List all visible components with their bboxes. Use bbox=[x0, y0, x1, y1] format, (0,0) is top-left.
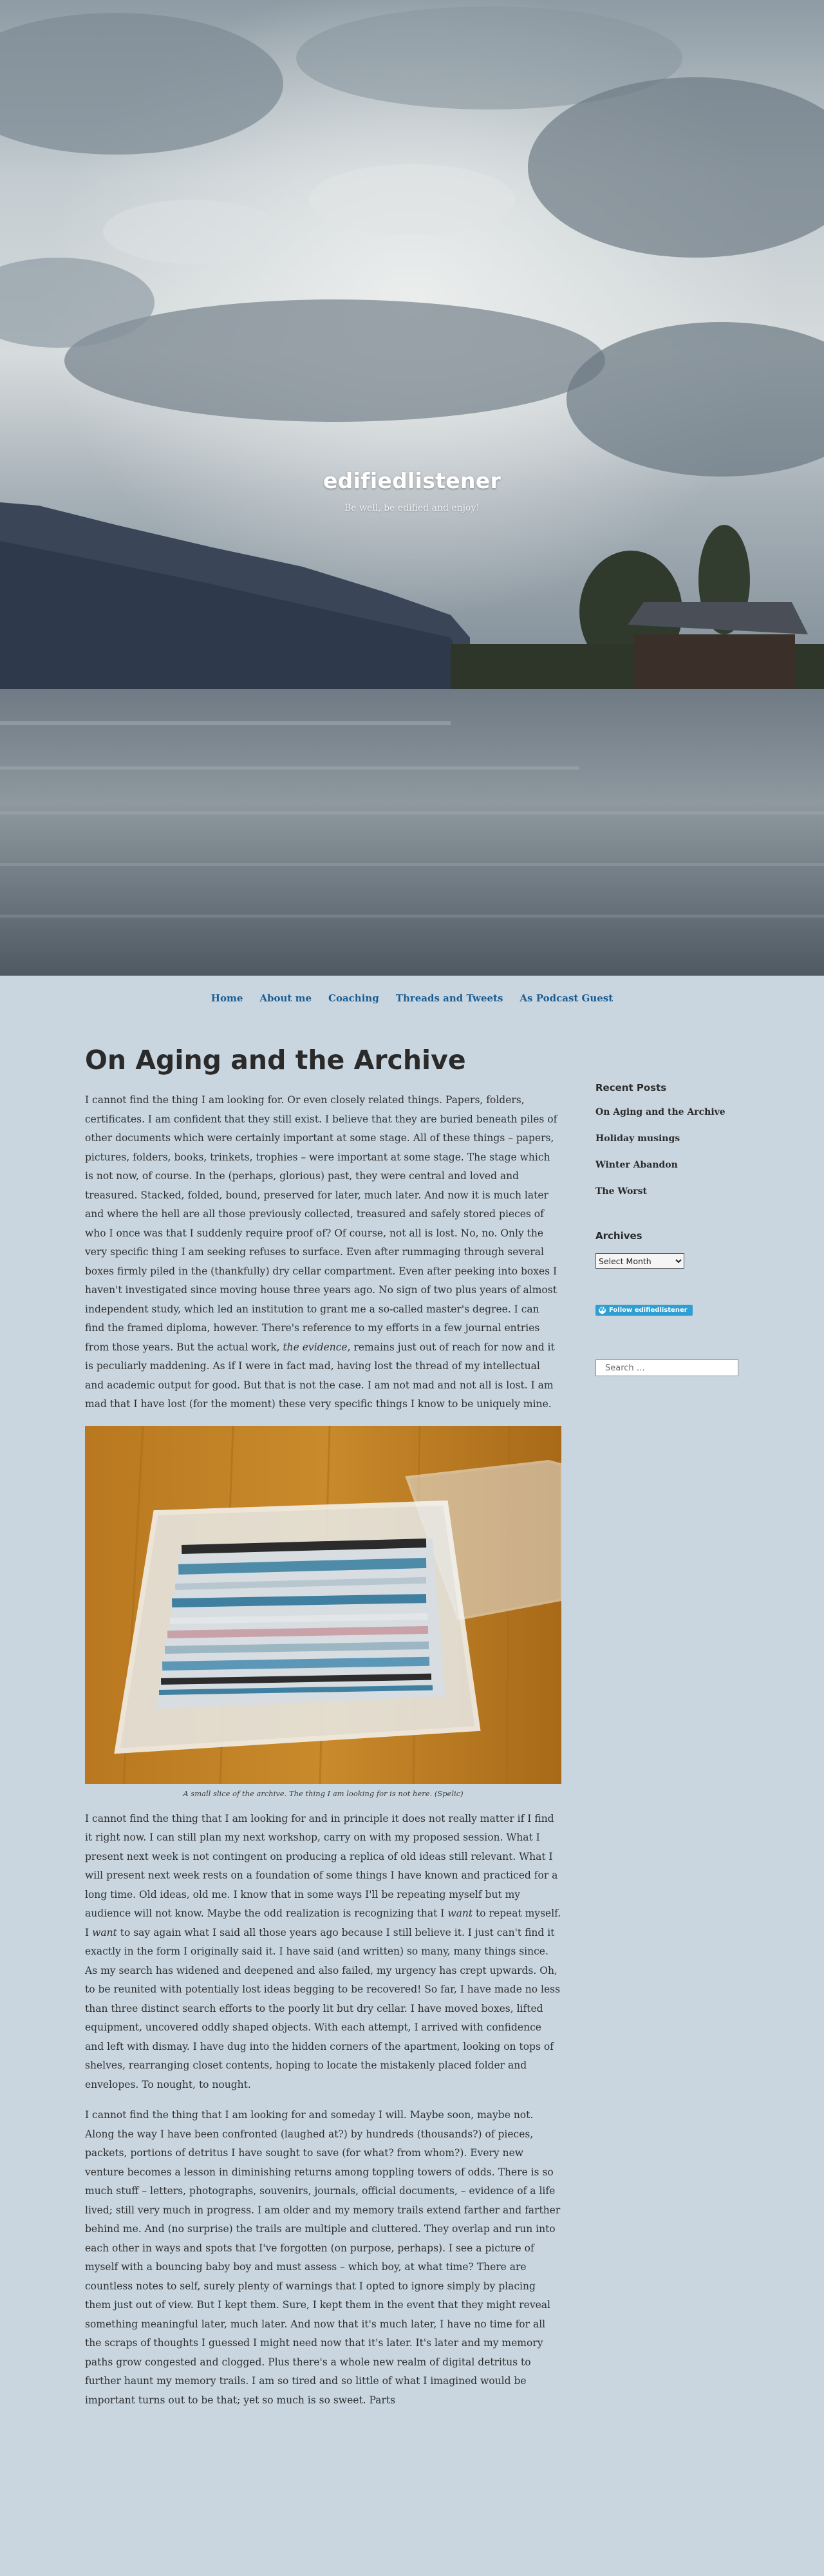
post-title[interactable]: On Aging and the Archive bbox=[85, 1045, 466, 1075]
archive-box-photo[interactable] bbox=[85, 1426, 561, 1784]
recent-posts-heading: Recent Posts bbox=[595, 1082, 667, 1094]
post-paragraph bbox=[85, 1810, 561, 2095]
post-paragraph bbox=[85, 1091, 561, 1414]
header-banner bbox=[0, 0, 824, 976]
list-item bbox=[595, 1132, 744, 1144]
list-item bbox=[595, 1105, 744, 1117]
follow-button-label: Follow edifiedlistener bbox=[609, 1307, 688, 1314]
recent-post-link[interactable]: Holiday musings bbox=[595, 1133, 680, 1144]
site-title[interactable]: edifiedlistener bbox=[323, 468, 501, 493]
paragraph-text: , remains just out of reach for now and it is peculiarly maddening. As if I were in fact mad, having lost the thread of my intellectual and academic output for good. But that is not the case. I am not mad and not all is lost. I am mad that I have lost (for the moment) these very specific things I know to be uniquely mine. bbox=[85, 1341, 555, 1410]
paragraph-text: to repeat myself. I bbox=[85, 1908, 561, 1938]
archives-widget bbox=[595, 1230, 744, 1269]
nav-item-threads-and-tweets[interactable]: Threads and Tweets bbox=[395, 992, 503, 1004]
nav-item-coaching[interactable]: Coaching bbox=[328, 992, 379, 1004]
emphasis-text: want bbox=[447, 1908, 473, 1919]
archives-heading: Archives bbox=[595, 1230, 642, 1242]
paragraph-text: I cannot find the thing I am looking for. Or even closely related things. Papers, folders, certificates. I am confident that they still exist. I believe that they are buried beneath piles of other documents which were certainly important at some stage. All of these things – papers, pictures, folders, books, trinkets, trophies – were important at some stage. The stage which is not now, of course. In the (perhaps, glorious) past, they were central and loved and treasured. Stacked, folded, bound, preserved for later, much later. And now it is much later and where the hell are all those previously collected, treasured and safely stored pieces of who I once was that I suddenly require proof of? Of course, not all is lost. No, no. Only the very specific thing I am seeking refuses to surface. Even after rummaging through several boxes firmly piled in the (thankfully) dry cellar compartment. Even after peeking into boxes I haven't investigated since moving house three years ago. No sign of two plus years of almost independent study, which led an institution to grant me a so-called master's degree. I can find the framed diploma, however. There's reference to my efforts in a few journal entries from those years. But the actual work, bbox=[85, 1094, 557, 1353]
nav-item-home[interactable]: Home bbox=[211, 992, 243, 1004]
recent-post-link[interactable]: On Aging and the Archive bbox=[595, 1107, 726, 1117]
primary-nav bbox=[0, 976, 824, 1021]
paragraph-text: to say again what I said all those years ago because I still believe it. I just can't find it exactly in the form I originally said it. I have said (and written) so many, many things since. As my search has widened and deepened and also failed, my urgency has crept upwards. Oh, to be reunited with potentially lost ideas begging to be recovered! So far, I have made no less than three distinct search efforts to the poorly lit but dry cellar. I have moved boxes, lifted equipment, uncovered oddly shaped objects. With each attempt, I arrived with confidence and left with dismay. I have dug into the hidden corners of the apartment, looking on tops of shelves, rearranging closet contents, hoping to locate the mistakenly placed folder and envelopes. To nought, to nought. bbox=[85, 1926, 561, 2090]
post-content bbox=[85, 1043, 561, 2421]
post-paragraph: I cannot find the thing that I am looking for and someday I will. Maybe soon, maybe not. Along the way I have been confronted (laughed at?) by hundreds (thousands?) of pieces, packets, portions of detritus I have sought to save (for what? from whom?). Every new venture becomes a lesson in diminishing returns among toppling towers of odds. There is so much stuff – letters, photographs, souvenirs, journals, official documents, – evidence of a life lived; still very much in progress. I am older and my memory trails extend farther and farther behind me. And (no surprise) the trails are multiple and cluttered. They overlap and run into each other in ways and spots that I've forgotten (on purpose, perhaps). I see a picture of myself with a bouncing baby boy and must assess – which boy, at what time? There are countless notes to self, surely plenty of warnings that I opted to ignore simply by placing them just out of view. But I kept them. Sure, I kept them in the event that they might reveal something meaningful later, much later. And now that it's much later, I have no time for all the scraps of thoughts I guessed I might need now that it's later. It's later and my memory paths grow congested and clogged. Plus there's a whole new realm of digital detritus to further haunt my memory trails. I am so tired and so little of what I imagined would be important turns out to be that; yet so much is so sweet. Parts bbox=[85, 2109, 561, 2406]
nav-item-as-podcast-guest[interactable]: As Podcast Guest bbox=[520, 992, 613, 1004]
wordpress-icon: W bbox=[599, 1307, 606, 1313]
search-input[interactable] bbox=[595, 1359, 738, 1376]
nav-item-about-me[interactable]: About me bbox=[259, 992, 312, 1004]
figure-caption: A small slice of the archive. The thing I am looking for is not here. (Spelic) bbox=[183, 1788, 464, 1798]
paragraph-text: I cannot find the thing that I am looking for and in principle it does not really matter if I find it right now. I can still plan my next workshop, carry on with my proposed session. What I present next week is not contingent on producing a replica of old ideas still relevant. What I will present next week rests on a foundation of some things I have known and practiced for a long time. Old ideas, old me. I know that in some ways I'll be repeating myself but my audience will not know. Maybe the odd realization is recognizing that I bbox=[85, 1812, 558, 1919]
follow-button[interactable] bbox=[595, 1305, 693, 1316]
emphasis-text: the evidence bbox=[283, 1341, 348, 1353]
recent-post-link[interactable]: Winter Abandon bbox=[595, 1160, 678, 1170]
post-figure bbox=[85, 1426, 561, 1798]
list-item bbox=[595, 1184, 744, 1197]
recent-posts-list bbox=[595, 1105, 744, 1197]
emphasis-text: want bbox=[92, 1926, 117, 1938]
list-item bbox=[595, 1158, 744, 1170]
sidebar bbox=[595, 1082, 744, 1376]
archives-dropdown[interactable] bbox=[595, 1253, 684, 1269]
site-tagline: Be well, be edified and enjoy! bbox=[344, 503, 480, 513]
recent-post-link[interactable]: The Worst bbox=[595, 1186, 648, 1197]
